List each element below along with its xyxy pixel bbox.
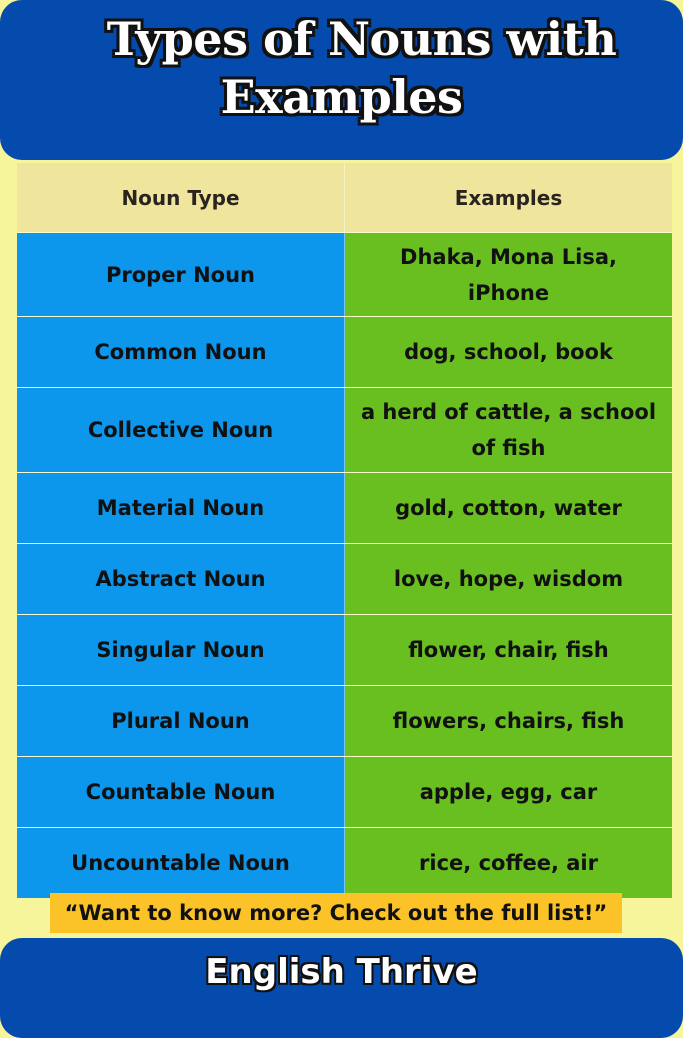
examples-cell: gold, cotton, water [345,473,672,543]
noun-type-cell: Material Noun [17,473,345,543]
table-row [17,544,672,615]
title-line-1: Types of Nouns with [106,12,617,66]
examples-cell: rice, coffee, air [345,828,672,898]
table-row [17,473,672,544]
examples-cell: Dhaka, Mona Lisa, iPhone [345,233,672,316]
examples-cell: flowers, chairs, fish [345,686,672,756]
table-row [17,686,672,757]
noun-type-cell: Collective Noun [17,388,345,472]
page-title [0,10,683,126]
footer-banner [0,938,683,1038]
examples-cell: a herd of cattle, a school of fish [345,388,672,472]
brand-name: English Thrive [205,952,478,992]
title-line-2: Examples [220,70,463,124]
title-banner [0,0,683,160]
noun-type-cell: Countable Noun [17,757,345,827]
table-row [17,317,672,388]
noun-type-cell: Singular Noun [17,615,345,685]
table-row [17,233,672,317]
noun-type-cell: Plural Noun [17,686,345,756]
table-row [17,757,672,828]
table-row [17,828,672,898]
noun-type-cell: Abstract Noun [17,544,345,614]
examples-cell: flower, chair, fish [345,615,672,685]
noun-type-cell: Common Noun [17,317,345,387]
column-header-noun-type: Noun Type [17,163,345,232]
examples-cell: apple, egg, car [345,757,672,827]
noun-type-cell: Uncountable Noun [17,828,345,898]
table-row [17,615,672,686]
examples-cell: love, hope, wisdom [345,544,672,614]
table-row [17,388,672,473]
examples-cell: dog, school, book [345,317,672,387]
table-header-row [17,163,672,233]
noun-type-cell: Proper Noun [17,233,345,316]
full-list-callout[interactable]: “Want to know more? Check out the full list!” [50,893,622,933]
nouns-table [17,163,672,898]
column-header-examples: Examples [345,163,672,232]
